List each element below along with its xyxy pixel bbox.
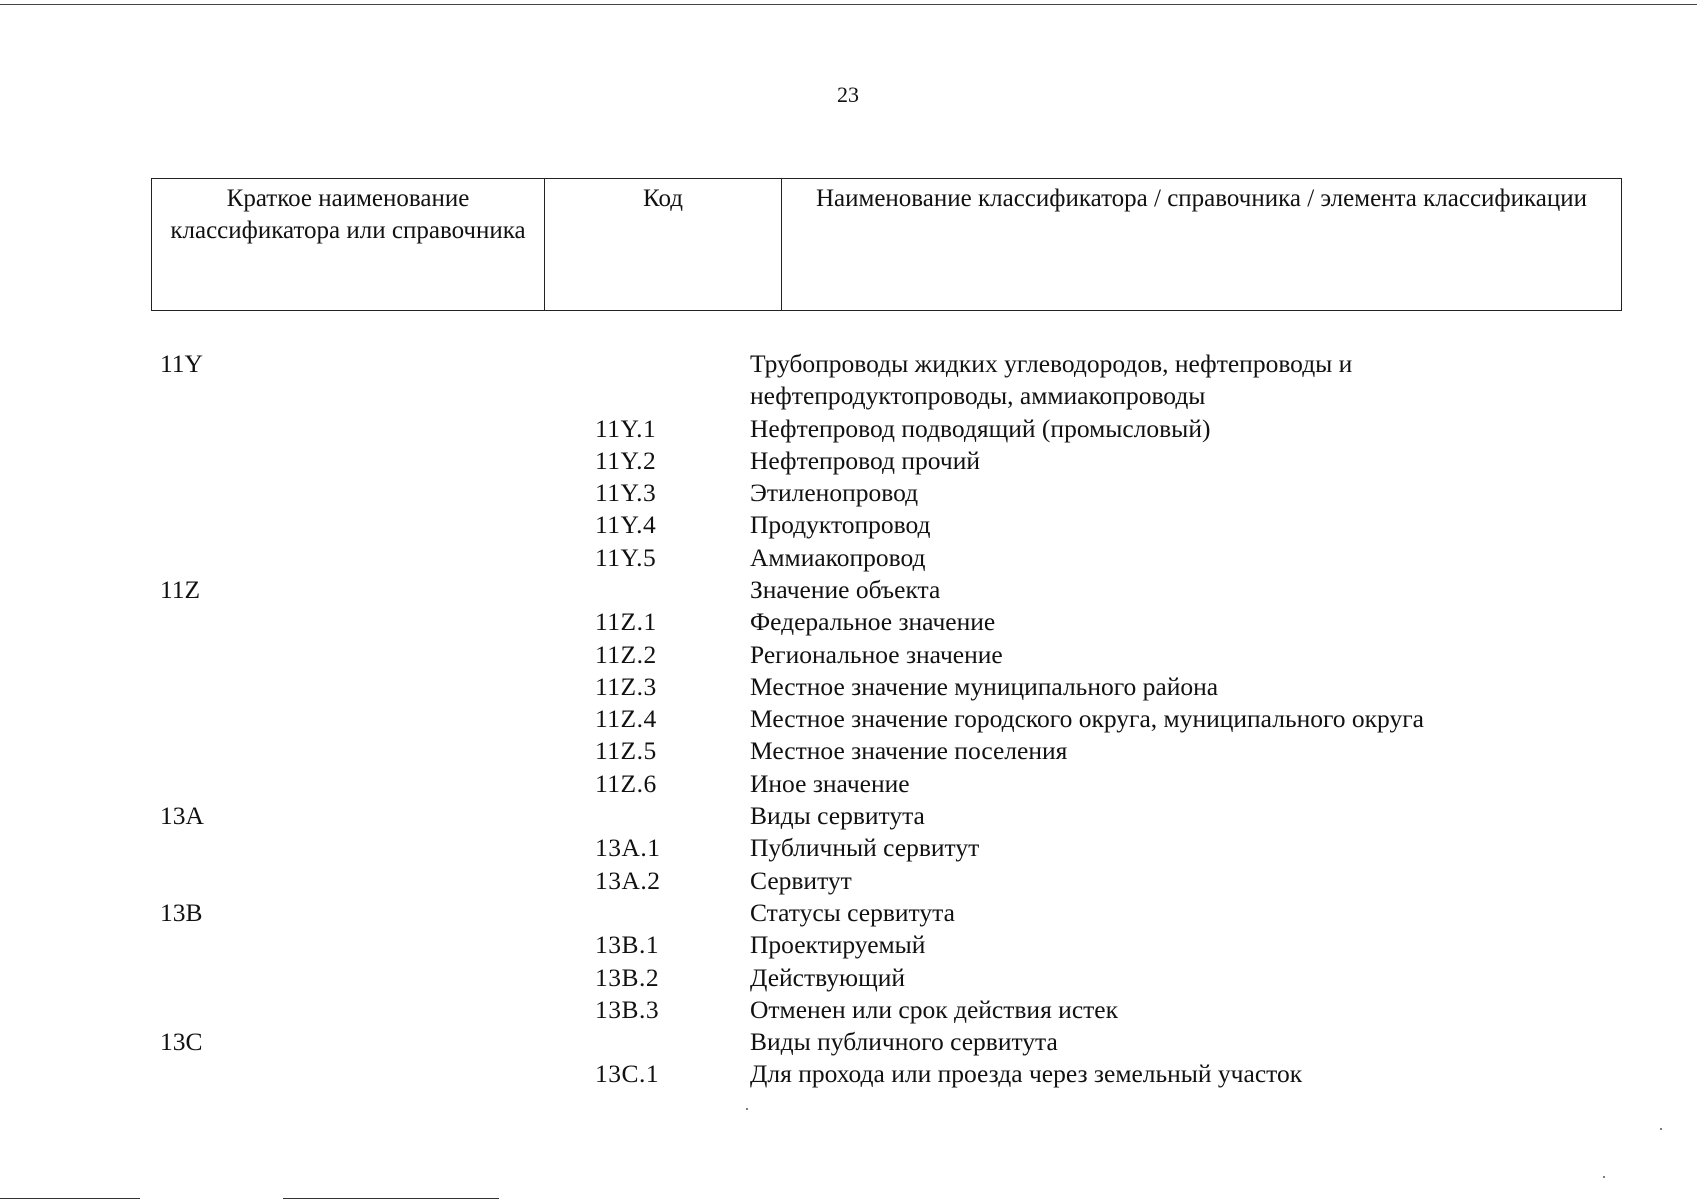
row-short-name: 13A bbox=[160, 801, 204, 831]
row-name: Местное значение муниципального района bbox=[750, 671, 1219, 701]
scan-top-edge-line bbox=[0, 4, 1697, 5]
row-code: 13B.3 bbox=[595, 994, 660, 1024]
table-row bbox=[0, 703, 1697, 735]
row-name: Сервитут bbox=[750, 865, 852, 895]
row-name: Этиленопровод bbox=[750, 478, 919, 508]
scan-speck bbox=[1660, 1128, 1662, 1130]
row-name: Нефтепровод подводящий (промысловый) bbox=[750, 413, 1211, 443]
row-code: 11Z.3 bbox=[595, 671, 657, 701]
row-name: Местное значение поселения bbox=[750, 736, 1068, 766]
header-row bbox=[152, 179, 1622, 311]
row-code: 13A.2 bbox=[595, 865, 661, 895]
row-code: 13A.1 bbox=[595, 833, 661, 863]
table-row bbox=[0, 477, 1697, 509]
table-row bbox=[0, 542, 1697, 574]
table-row bbox=[0, 1058, 1697, 1090]
row-code: 11Y.3 bbox=[595, 478, 657, 508]
table-row bbox=[0, 832, 1697, 864]
row-code: 11Y.4 bbox=[595, 510, 657, 540]
row-short-name: 13B bbox=[160, 897, 203, 927]
table-row bbox=[0, 962, 1697, 994]
row-name: Виды сервитута bbox=[750, 801, 925, 831]
row-name: Виды публичного сервитута bbox=[750, 1027, 1058, 1057]
row-code: 11Z.1 bbox=[595, 607, 657, 637]
row-name: Трубопроводы жидких углеводородов, нефтепроводы и нефтепродуктопроводы, аммиакопроводы bbox=[750, 349, 1353, 410]
footnote-rule-secondary bbox=[283, 1198, 499, 1199]
header-name: Наименование классификатора / справочника / элемента классификации bbox=[782, 179, 1622, 311]
row-code: 11Z.4 bbox=[595, 704, 657, 734]
row-name: Публичный сервитут bbox=[750, 833, 980, 863]
classifier-rows bbox=[0, 348, 1697, 1091]
row-short-name: 13C bbox=[160, 1027, 203, 1057]
header-code: Код bbox=[545, 179, 782, 311]
row-name: Федеральное значение bbox=[750, 607, 996, 637]
row-name: Иное значение bbox=[750, 768, 910, 798]
row-short-name: 11Y bbox=[160, 349, 203, 378]
row-name: Значение объекта bbox=[750, 574, 941, 604]
row-name: Продуктопровод bbox=[750, 510, 931, 540]
row-short-name: 11Z bbox=[160, 574, 201, 604]
table-row bbox=[0, 639, 1697, 671]
table-row bbox=[0, 897, 1697, 929]
scan-speck bbox=[746, 1108, 748, 1110]
row-name: Проектируемый bbox=[750, 930, 926, 960]
table-row bbox=[0, 994, 1697, 1026]
row-code: 11Y.1 bbox=[595, 413, 657, 443]
classifier-table-header bbox=[151, 178, 1622, 311]
page-number: 23 bbox=[837, 82, 859, 107]
row-name: Нефтепровод прочий bbox=[750, 445, 981, 475]
footnote-rule bbox=[0, 1198, 140, 1199]
row-code: 11Z.6 bbox=[595, 768, 657, 798]
row-code: 13B.1 bbox=[595, 930, 660, 960]
table-row bbox=[0, 735, 1697, 767]
row-name: Отменен или срок действия истек bbox=[750, 994, 1118, 1024]
table-row bbox=[0, 929, 1697, 961]
table-row bbox=[0, 348, 1697, 413]
row-name: Действующий bbox=[750, 962, 906, 992]
row-code: 11Y.2 bbox=[595, 445, 657, 475]
table-row bbox=[0, 865, 1697, 897]
scan-speck bbox=[1603, 1176, 1605, 1178]
table-row bbox=[0, 768, 1697, 800]
row-name: Для прохода или проезда через земельный участок bbox=[750, 1059, 1303, 1089]
header-short-name: Краткое наименование классификатора или справочника bbox=[152, 179, 545, 311]
row-code: 11Z.5 bbox=[595, 736, 657, 766]
table-row bbox=[0, 509, 1697, 541]
row-name: Местное значение городского округа, муниципального округа bbox=[750, 704, 1424, 734]
row-name: Статусы сервитута bbox=[750, 897, 955, 927]
table-row bbox=[0, 800, 1697, 832]
row-name: Региональное значение bbox=[750, 639, 1003, 669]
table-row bbox=[0, 413, 1697, 445]
row-code: 11Y.5 bbox=[595, 542, 657, 572]
table-row bbox=[0, 606, 1697, 638]
row-code: 13B.2 bbox=[595, 962, 660, 992]
row-code: 13C.1 bbox=[595, 1059, 660, 1089]
table-row bbox=[0, 445, 1697, 477]
table-row bbox=[0, 671, 1697, 703]
row-code: 11Z.2 bbox=[595, 639, 657, 669]
row-name: Аммиакопровод bbox=[750, 542, 926, 572]
table-row bbox=[0, 574, 1697, 606]
table-row bbox=[0, 1026, 1697, 1058]
